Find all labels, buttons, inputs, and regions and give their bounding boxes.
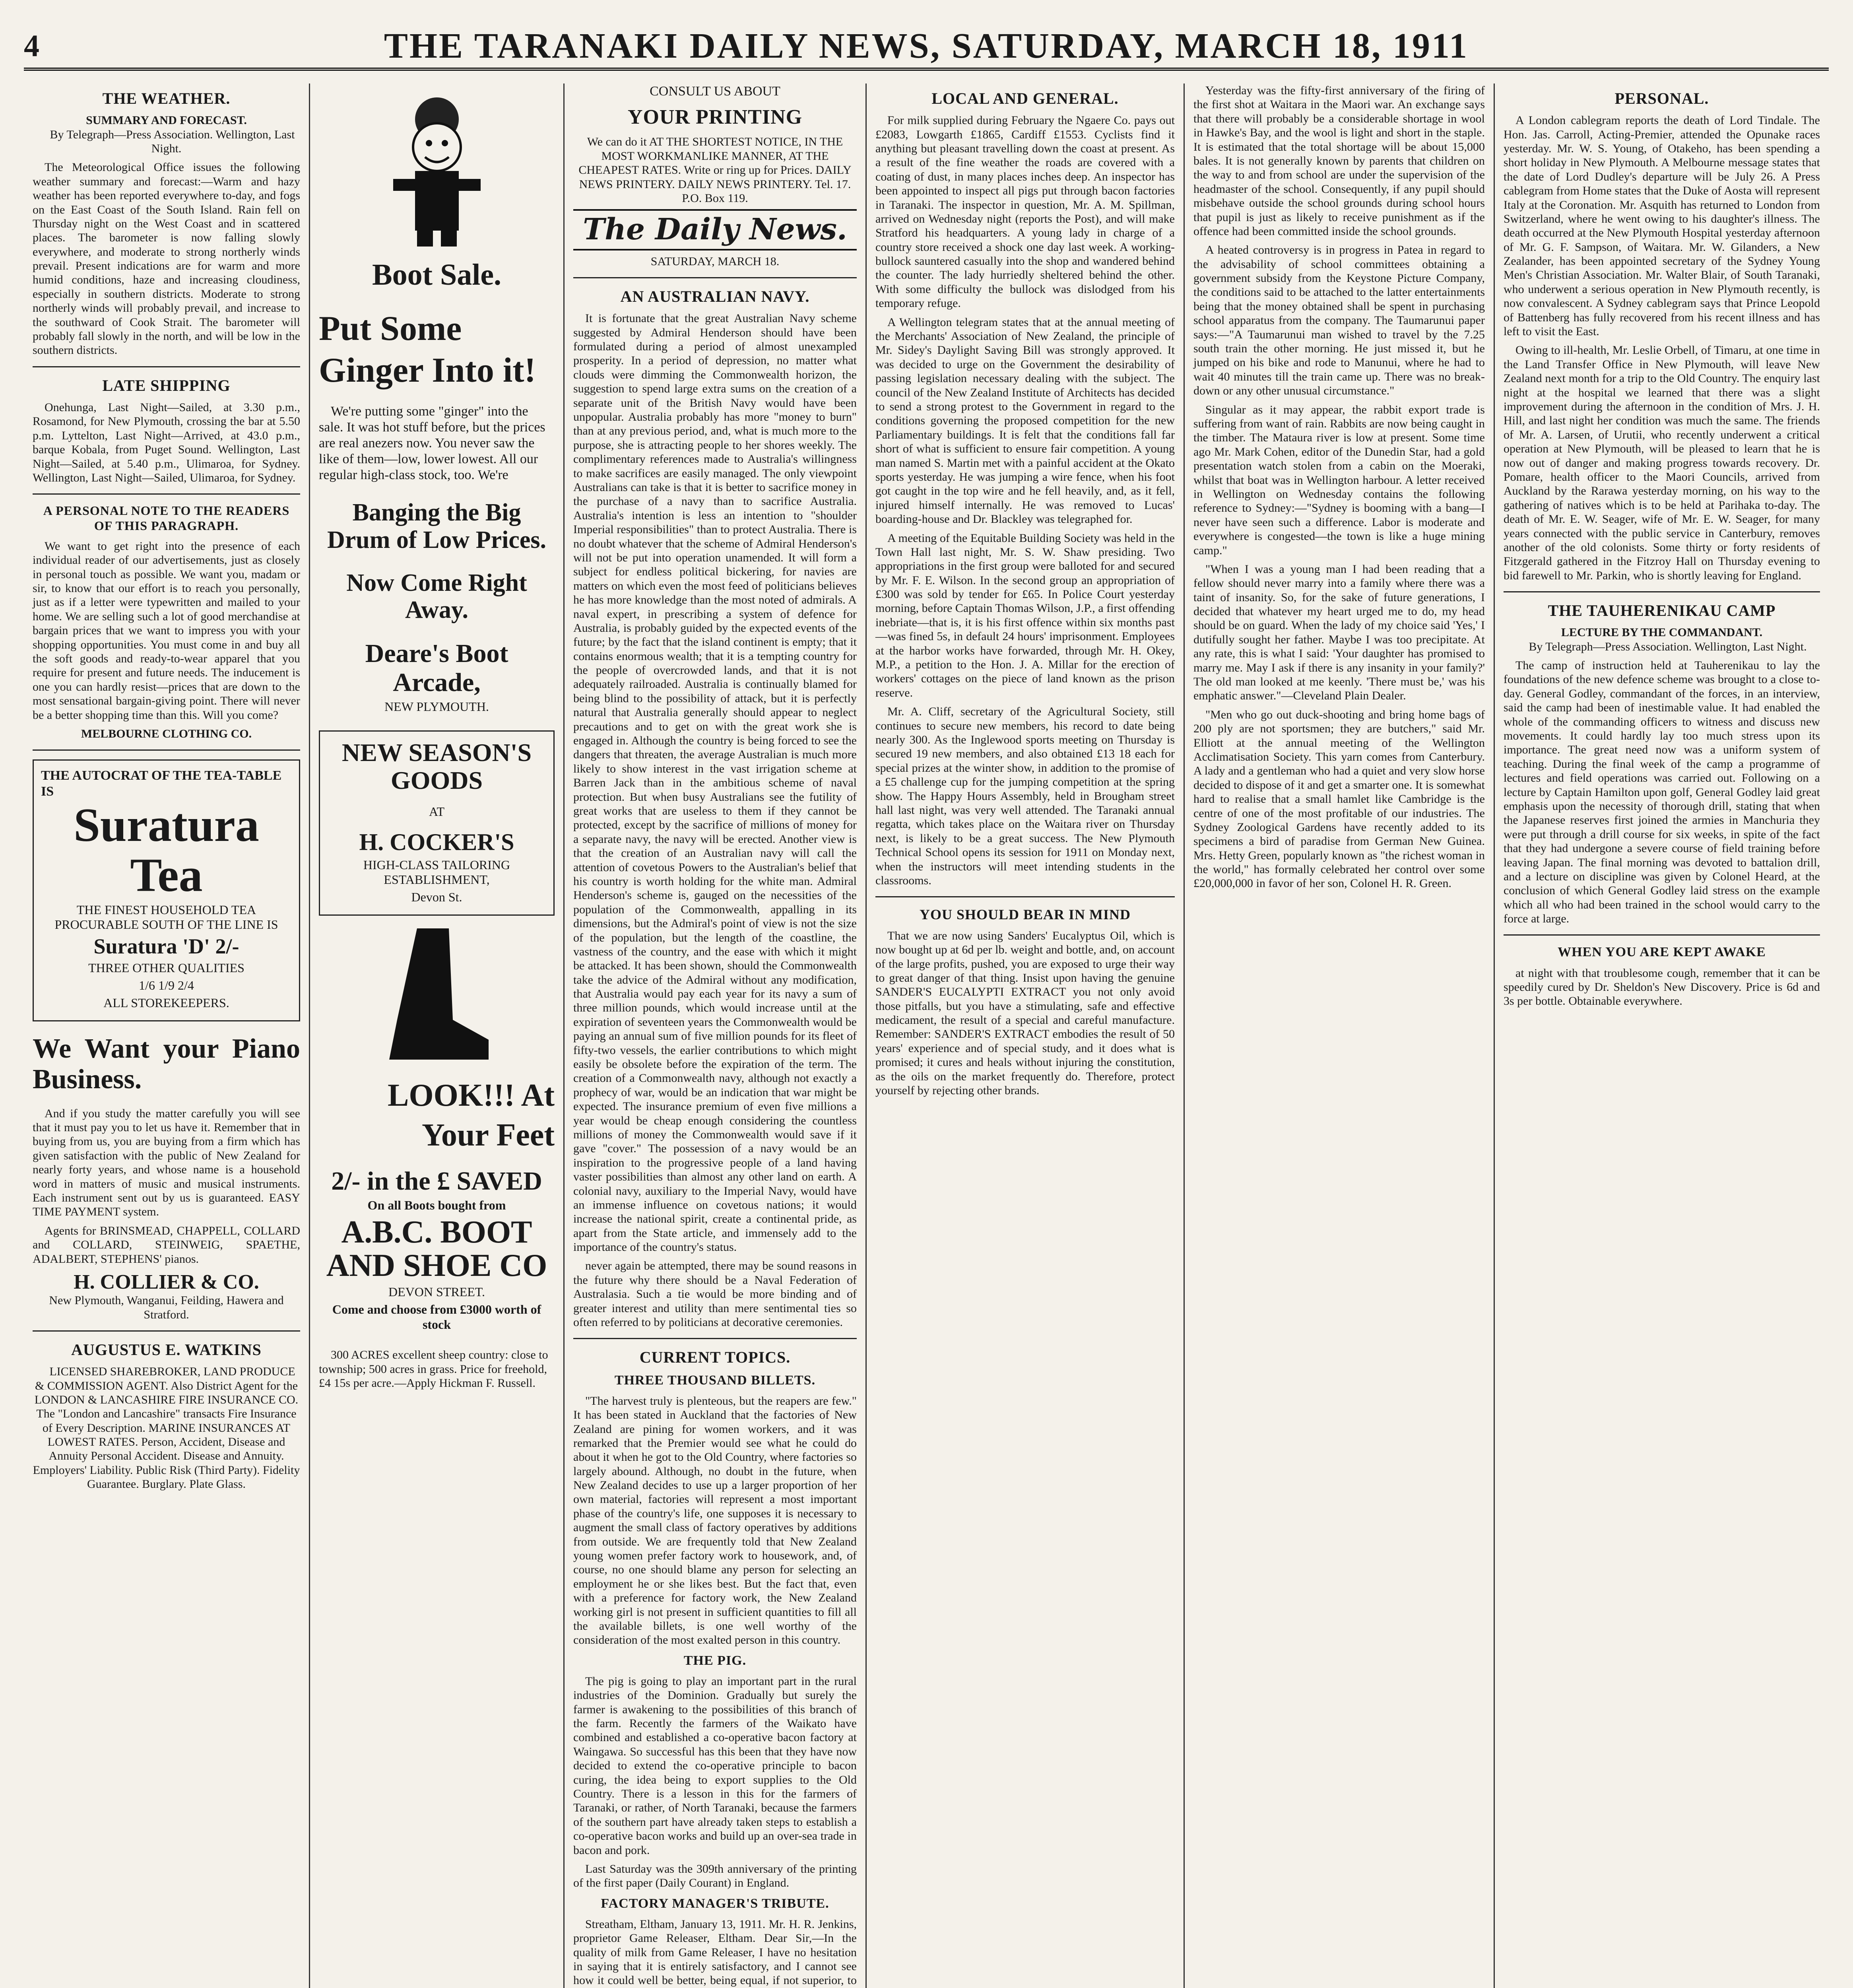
collier-places: New Plymouth, Wanganui, Feilding, Hawera and Stratford. xyxy=(49,1294,284,1321)
come-text: Now Come Right Away. xyxy=(346,569,527,623)
piano-heading: We Want your Piano Business. xyxy=(33,1033,300,1095)
divider xyxy=(33,749,300,751)
anniversary-note: Last Saturday was the 309th anniversary of the printing of the first paper (Daily Courant) in England. xyxy=(573,1862,857,1890)
awake-text: at night with that troublesome cough, remember that it can be speedily cured by Dr. Sheldon's New Discovery. Price is 6d and 3s per bottle. Obtainable everywhere. xyxy=(1504,966,1820,1008)
column-3 xyxy=(565,83,867,1988)
column-4 xyxy=(867,83,1185,1988)
topics-heading: CURRENT TOPICS. xyxy=(639,1348,791,1367)
divider xyxy=(1504,934,1820,936)
billets-heading: THREE THOUSAND BILLETS. xyxy=(614,1373,816,1388)
personal-text-2: Owing to ill-health, Mr. Leslie Orbell, of Timaru, at one time in the Land Transfer Office in New Plymouth, will leave New Zealand next month for a trip to the Old Country. The enquiry last night at the hospital we learned that there was a slight improvement during the afternoon in the condition of Mrs. J. H. Hill, and last night her condition was much the same. The friends of Mr. A. Larsen, of Urutii, who recently underwent a critical operation at New Plymouth, will be pleased to learn that he is now out of danger and making progress towards recovery. Dr. Pomare, health officer to the Maori Councils, arrived from Auckland by the Rarawa yesterday morning, on his way to the gathering of natives which is to be held at Parihaka to-day. The death of Mr. E. W. Seager, wife of Mr. E. W. Seager, for many years connected with the public service in Canterbury, removes another of the old colonists. Some thirty or forty residents of Fitzgerald gathered in the Fitzroy Hall on Thursday evening to bid farewell to Mr. Parkin, who is shortly leaving for England. xyxy=(1504,344,1820,582)
camp-heading: THE TAUHERENIKAU CAMP xyxy=(1548,602,1776,620)
note-signature: MELBOURNE CLOTHING CO. xyxy=(81,727,252,740)
bear-text: That we are now using Sanders' Eucalyptus Oil, which is now bought up at 6d per lb. weight and bottle, and, on account of the large profits, pushed, you are exposed to urge their way to great danger of that thing. Insist upon having the genuine SANDER'S EUCALYPTI EXTRACT you not only avoid those pitfalls, but you have a stimulating, safe and effective medicament, the result of a special and careful manufacture. Remember: SANDER'S EXTRACT embodies the result of 50 years' experience and of special study, and it does what is promised; it cures and heals without injuring the constitution, as the oils on the market frequently do. Therefore, protect yourself by rejecting other brands. xyxy=(875,929,1175,1097)
column-1 xyxy=(24,83,310,1988)
awake-heading: WHEN YOU ARE KEPT AWAKE xyxy=(1558,945,1766,960)
weather-subheading: SUMMARY AND FORECAST. xyxy=(86,114,247,127)
piano-text: And if you study the matter carefully you will see that it must pay you to let us have it. Remember that in buying from us, you are buying from a firm which has given satisfaction with the public of New Zealand for nearly forty years, and whose name is a household word in matters of music and musical instruments. Each instrument sent out by us is guaranteed. EASY TIME PAYMENT system. xyxy=(33,1107,300,1219)
consult-line: CONSULT US ABOUT xyxy=(650,84,780,99)
pig-text: The pig is going to play an important part in the rural industries of the Dominion. Gradually but surely the farmer is awakening to the possibilities of this branch of the farm. Recently the farmers of the Waikato have combined and established a co-operative bacon factory at Waingawa. So successful has this been that they have now decided to extend the co-operative principle to bacon curing, the idea being to export supplies to the Old Country. There is a lesson in this for the farmers of Taranaki, or rather, of North Taranaki, because the farmers of the southern part have already taken steps to establish a co-operative bacon works and build up an over-sea trade in bacon and pork. xyxy=(573,1674,857,1857)
daily-news-logo: The Daily News. xyxy=(573,209,857,250)
watkins-heading: AUGUSTUS E. WATKINS xyxy=(71,1340,262,1359)
camp-byline: By Telegraph—Press Association. Wellington, Last Night. xyxy=(1529,640,1807,653)
local-text-1: For milk supplied during February the Ngaere Co. pays out £2083, Lowgarth £1865, Cardiff £1553. Cyclists find it anything but pleasant travelling down the coast at present. As a result of the fine weather the roads are covered with a coating of dust, in many places inches deep. An inspector has been appointed to inspect all pigs put through bacon factories in Taranaki. The inspector in question, Mr. A. M. Spillman, arrived on Wednesday night (reports the Post), and will make Stratford his headquarters. A young lady in charge of a country store received a shock one day last week. A working-bullock sauntered casually into the shop and wandered behind the counter. The lady hurriedly sheltered behind the other. With some difficulty the bullock was dislodged from his temporary refuge. xyxy=(875,114,1175,310)
divider xyxy=(33,1330,300,1332)
camp-subheading: LECTURE BY THE COMMANDANT. xyxy=(1561,626,1763,639)
weather-byline: By Telegraph—Press Association. Wellington, Last Night. xyxy=(50,128,295,155)
piano-agents: Agents for BRINSMEAD, CHAPPELL, COLLARD and COLLARD, STEINWEIG, SPAETHE, ADALBERT, STEPHENS' pianos. xyxy=(33,1224,300,1266)
cocker-sub: HIGH-CLASS TAILORING ESTABLISHMENT, xyxy=(363,857,510,887)
tea-stores: ALL STOREKEEPERS. xyxy=(103,995,229,1010)
cocker-advert xyxy=(319,730,555,916)
factory-text: Streatham, Eltham, January 13, 1911. Mr. H. R. Jenkins, proprietor Game Releaser, Eltham. Dear Sir,—In the quality of milk from Game Releaser, I have no hesitation in saying that it is entirely satisfactory, and I cannot see how it could well be better, being equal, if not superior, to xyxy=(573,1917,857,1987)
local-heading: LOCAL AND GENERAL. xyxy=(931,89,1119,107)
acres-advert: 300 ACRES excellent sheep country: close to township; 500 acres in grass. Price for freehold, £4 15s per acre.—Apply Hickman F. Russell. xyxy=(319,1348,548,1390)
printing-text: We can do it AT THE SHORTEST NOTICE, IN THE MOST WORKMANLIKE MANNER, AT THE CHEAPEST RATES. Write or ring up for Prices. DAILY NEWS PRINTERY. DAILY NEWS PRINTERY. Tel. 17. P.O. Box 119. xyxy=(578,135,852,205)
masthead xyxy=(24,24,1829,71)
bear-heading: YOU SHOULD BEAR IN MIND xyxy=(919,907,1131,923)
page-number: 4 xyxy=(24,28,39,63)
deare-location: NEW PLYMOUTH. xyxy=(384,699,489,714)
factory-heading: FACTORY MANAGER'S TRIBUTE. xyxy=(601,1896,829,1911)
billets-text: "The harvest truly is plenteous, but the reapers are few." It has been stated in Auckland that the factories of New Zealand are pining for women workers, and it was remarked that the Premier would see what he could do about it when he got to the Old Country, where factories so largely abound. Although, no doubt in the future, when New Zealand decides to use up a larger proportion of her own material, factories will represent a most important phase of the country's life, one supposes it is necessary to augment the small class of factory operatives by additions from outside. We are frequently told that New Zealand young women prefer factory work to housework, and, of course, no one should blame any person for selecting an employment he or she likes best. But the fact that, even with a preference for factory work, the New Zealand working girl is not present in sufficient quantities to fill all the available billets, is one well worthy of the consideration of the most exalted person in this country. xyxy=(573,1394,857,1647)
weather-heading: THE WEATHER. xyxy=(102,89,231,107)
printing-heading: YOUR PRINTING xyxy=(627,106,803,129)
column-2 xyxy=(310,83,565,1988)
columns xyxy=(24,83,1829,1988)
shipping-text: Onehunga, Last Night—Sailed, at 3.30 p.m., Rosamond, for New Plymouth, crossing the bar at 5.50 p.m. Lyttelton, Last Night—Arrived, at 43.0 p.m., barque Kobala, from Puget Sound. Wellington, Last Night—Sailed, at 5.40 p.m., Ulimaroa, for Sydney. Wellington, Last Night—Sailed, Ulimaroa, for Sydney. xyxy=(33,401,300,484)
season-heading: NEW SEASON'S GOODS xyxy=(341,738,532,795)
abc-location: DEVON STREET. xyxy=(388,1285,485,1299)
saved-text: 2/- in the £ SAVED xyxy=(331,1166,542,1196)
collier-name: H. COLLIER & CO. xyxy=(74,1270,259,1293)
cocker-name: H. COCKER'S xyxy=(359,829,514,855)
tea-advert xyxy=(33,759,300,1021)
navy-text: It is fortunate that the great Australian Navy scheme suggested by Admiral Henderson should have been formulated during a period of almost unexampled prosperity. In a period of depression, no matter what clouds were dimming the Commonwealth horizon, the suggestion to spend large extra sums on the creation of a separate unit of the British Navy would have been unpopular. Australia probably has more "money to burn" than at any previous period, and, what is much more to the purpose, she is attracting people to her shores weekly. The complimentary references made to Australia's willingness to make sacrifices are easily managed. The only viewpoint Australians can take is that it is better to sacrifice money in the purchase of a navy than to sacrifice Australia. Australia's intention is less an intention to "shoulder Imperial responsibilities" than to protect Australia. There is no doubt whatever that the scheme of Admiral Henderson's will not be put into operation unamended. It will form a subject for endless political bickering, for navies are matters on which even the most feed of politicians believes he has more knowledge than the most noted of admirals. A naval expert, in prescribing a system of defence for Australia, is probably guided by the expected events of the future; by the fact that the island continent is empty; that it contains enormous wealth; that it is a tempting country for the people of overcrowded lands, and that it is not adequately railroaded. Australia is continually blamed for being blind to the possibility of attack, but it is perfectly natural that Australia generally should appear to neglect precautions and to get on with the great work she is engaged in. Although the country is being forced to see the dangers that threaten, the average Australian is much more likely to show interest in the vast irrigation scheme at Barren Jack than in the ambitious scheme of naval protection. But when busy Australians see the futility of great works that are useless to them if they cannot be protected, except by the sacrifice of millions of money for a separate navy, the navy will be erected. Another view is that the creation of an Australian navy will call the attention of covetous Powers to the Australian's belief that his country is worth holding for the white man. Admiral Henderson's scheme is, gauged on the necessities of the population of the Commonwealth, appalling in its dimensions, but the Admiral's point of view is not the size of the population, but the length of the coastline, the vastness of the country, and the ease with which it might be attacked. It has been shown, should the Commonwealth take the advice of the Admiral without any modification, that Australia would pay each year for its navy a sum of three million pounds, which would increase until at the expiration of seventeen years the Commonwealth would be paying an annual sum of five million pounds for its fleet of fifty-two vessels, the earlier contributions to which might easily be obsolete before the expiration of the term. The creation of a Commonwealth navy, although not exactly a prophecy of war, would be an indication that war might be expected. The insurance premium of even five millions a year would be cheap enough considering the countless millions of money the Commonwealth would save if it gave "cover." The possession of a navy would be an inspiration to the progressive people of a land having vaster possibilities than almost any other land on earth. A colonial navy, auxiliary to the Imperial Navy, would have an immense influence on covetous nations; it would increase the national spirit, create a continental pride, as apart from the State article, and immensely add to the importance of the country's status. xyxy=(573,312,857,1254)
tea-qualities: THREE OTHER QUALITIES xyxy=(88,961,244,975)
pig-heading: THE PIG. xyxy=(683,1653,747,1668)
cocker-location: Devon St. xyxy=(411,890,462,905)
navy-tail: never again be attempted, there may be sound reasons in the future why there should be a Naval Federation of Australasia. Such a tie would be more binding and of greater interest and utility than mere sentimental ties so often referred to by politicians at decorative ceremonies. xyxy=(573,1259,857,1329)
divider xyxy=(875,896,1175,897)
masthead-title: THE TARANAKI DAILY NEWS, SATURDAY, MARCH 18, 1911 xyxy=(384,26,1469,66)
local-text-3: A meeting of the Equitable Building Society was held in the Town Hall last night, Mr. S. W. Shaw presiding. Two appropriations in the first group were balloted for and secured by Mr. F. E. Wilson. In the second group an appropriation of £300 was sold by tender for £65. In Police Court yesterday morning, before Captain Thomas Wilson, J.P., a first offending inebriate—that is, it is his first offence within six months past—was fined 5s, in default 24 hours' imprisonment. Employees at the harbor works have forwarded, through Mr. H. Okey, M.P., a petition to the Hon. J. A. Millar for the erection of workers' cottages on the piece of land known as the prison reserve. xyxy=(875,531,1175,699)
suratura-heading: Suratura Tea xyxy=(74,798,259,901)
divider xyxy=(33,366,300,367)
tea-price: Suratura 'D' 2/- xyxy=(93,934,239,959)
personal-heading: PERSONAL. xyxy=(1614,89,1709,107)
note-heading: A PERSONAL NOTE TO THE READERS OF THIS PARAGRAPH. xyxy=(43,503,290,533)
autocrat-line: THE AUTOCRAT OF THE TEA-TABLE IS xyxy=(41,768,282,799)
divider xyxy=(573,277,857,278)
general-text-2: A heated controversy is in progress in Patea in regard to the advisability of school committees obtaining a government subsidy from the Keystone Picture Company, the conditions said to be attached to the latter entertainments being that the money obtained shall be spent in purchasing school apparatus from the company. The Taumarunui paper says:—"A Taumarunui man wished to travel by the 7.25 south train the other morning. He just missed it, but he jumped on his bike and rode to Manunui, where he had to wait 40 minutes till the train came up. There was no break-down or any other unusual circumstance." xyxy=(1193,243,1485,398)
general-text-5: "Men who go out duck-shooting and bring home bags of 200 ply are not sportsmen; they are butchers," said Mr. Elliott at the annual meeting of the Wellington Acclimatisation Society. This yarn comes from Canterbury. A lady and a gentleman who had a quiet and very slow horse decided to dispose of it and get a smarter one. It is somewhat hard to realise that a small hamlet like Cambridge is the centre of one of the most profitable of our industries. The Sydney Zoological Gardens have recently added to its specimens a bird of paradise from German New Guinea. Mrs. Hetty Green, popularly known as "the richest woman in the world," has formally celebrated her control over some £20,000,000 in favor of her son, Colonel H. R. Green. xyxy=(1193,708,1485,890)
divider xyxy=(1504,591,1820,592)
ginger-heading: Put Some Ginger Into it! xyxy=(319,309,536,390)
watkins-text: LICENSED SHAREBROKER, LAND PRODUCE & COMMISSION AGENT. Also District Agent for the LONDON & LANCASHIRE FIRE INSURANCE CO. The "London and Lancashire" transacts Fire Insurance of Every Description. MARINE INSURANCES AT LOWEST RATES. Person, Accident, Disease and Annuity Personal Accident. Disease and Annuity. Employers' Liability. Public Risk (Third Party). Fidelity Guarantee. Burglary. Plate Glass. xyxy=(33,1365,300,1491)
look-heading: LOOK!!! At Your Feet xyxy=(388,1077,555,1153)
boot-illustration xyxy=(373,920,501,1072)
weather-text: The Meteorological Office issues the following weather summary and forecast:—Warm and hazy weather has been reported everywhere to-day, and fogs on the East Coast of the South Island. Rain fell on Thursday night on the West Coast and in scattered places. The barometer is now falling slowly everywhere, and moderate to strong northerly winds prevail. Present indications are for warm and more humid conditions, haze and increasing cloudiness, especially in southern districts. Moderate to strong northerly winds will probably prevail, and increase to the southward of Cook Strait. The barometer will probably fall slowly in the north, and will be low in the southern districts. xyxy=(33,161,300,357)
at-text: AT xyxy=(429,804,445,819)
deare-name: Deare's Boot Arcade, xyxy=(365,639,508,697)
column-6 xyxy=(1495,83,1829,1988)
general-text-4: "When I was a young man I had been reading that a fellow should never marry into a family where there was a taint of insanity. So, for the sake of future generations, I decided that whatever my heart urged me to do, my head should be on guard. When the lady of my choice said 'Yes,' I dutifully sought her father. Maybe I was too precipitate. At any rate, this is what I said: 'Your daughter has promised to marry me. May I ask if there is any insanity in your family?' The old man looked at me keenly. 'There must be,' was his emphatic answer."—Cleveland Plain Dealer. xyxy=(1193,562,1485,703)
boots-text: On all Boots bought from xyxy=(367,1198,506,1213)
local-text-4: Mr. A. Cliff, secretary of the Agricultural Society, still continues to secure new members, his record to date being nearly 300. As the Inglewood sports meeting on Thursday is secured 19 new members, and also obtained £13 18 each for special prizes at the winter show, in addition to the promise of a £5 challenge cup for the jumping competition at the spring show. The Happy Hours Assembly, held in Brougham street hall last night, was very well attended. The Taranaki annual regatta, which takes place on the Waitara river on Thursday next, is likely to be a great success. The New Plymouth Technical School opens its session for 1911 on Monday next, when the instructors will meet intending students in the classrooms. xyxy=(875,705,1175,887)
local-text-2: A Wellington telegram states that at the annual meeting of the Merchants' Association of New Zealand, the principle of Mr. Sidey's Daylight Saving Bill was strongly approved. It was decided to urge on the Government the desirability of passing legislation necessary dealing with the subject. The council of the New Zealand Institute of Architects has decided to send a strong protest to the Government in regard to the conditions governing the proposed competition for the new Parliamentary buildings. It is felt that the conditions fall far short of what is sufficient to ensure fair competition. A young man named S. Martin met with a painful accident at the Okato sports yesterday. He was jumping a wire fence, when his foot got caught in the top wire and he fell heavily, and, as it fell, injured himself internally. He was removed to Lucas' boarding-house and Dr. Blackley was telegraphed for. xyxy=(875,315,1175,526)
tea-prices: 1/6 1/9 2/4 xyxy=(139,978,194,993)
divider xyxy=(573,1338,857,1339)
issue-date: SATURDAY, MARCH 18. xyxy=(650,254,780,268)
tea-line: THE FINEST HOUSEHOLD TEA PROCURABLE SOUTH OF THE LINE IS xyxy=(54,902,278,932)
divider xyxy=(33,493,300,495)
note-text: We want to get right into the presence of each individual reader of our advertisements, just as closely in personal touch as possible. We want you, madam or sir, to know that our effort is to reach you personally, just as if a letter were typewritten and mailed to your home. We are selling such a lot of good merchandise at bargain prices that we want to impress you with your shopping opportunities. You must come in and buy all the soft goods and ready-to-wear apparel that you require for present and future needs. The inducement is one you can hardly resist—prices that are down to the most sensational bargain-giving point. There will never be a better shopping time than this. Will you come? xyxy=(33,539,300,722)
shipping-heading: LATE SHIPPING xyxy=(102,376,231,394)
personal-text-1: A London cablegram reports the death of Lord Tindale. The Hon. Jas. Carroll, Acting-Premier, attended the Opunake races yesterday. Mr. W. S. Young, of Otakeho, has been spending a short holiday in New Plymouth. A Melbourne message states that the date of Lord Dudley's departure will be July 26. A Press cablegram from Home states that the Duke of Aosta will represent Italy at the Coronation. Mr. Asquith has returned to London from Switzerland, where he went owing to his daughter's illness. The death occurred at the New Plymouth Hospital yesterday afternoon of Mr. G. F. Sampson, of Waitara. Mr. W. Gilanders, a New Zealander, has been appointed secretary of the Sydney Young Men's Christian Association. Mr. Walter Blair, of South Taranaki, who underwent a serious operation in New Plymouth recently, is now convalescent. A Sydney cablegram says that Prince Leopold of Battenberg has fully recovered from his recent illness and has left to visit the East. xyxy=(1504,114,1820,338)
abc-name: A.B.C. BOOT AND SHOE CO xyxy=(326,1215,547,1283)
choose-text: Come and choose from £3000 worth of stock xyxy=(332,1302,541,1332)
general-text-3: Singular as it may appear, the rabbit export trade is suffering from want of rain. Rabbits are now being caught in the timber. The Mataura river is low at present. Some time ago Mr. Mark Cohen, editor of the Dunedin Star, had a gold presentation watch stolen from a cabin on the Moeraki, whilst that boat was in Wellington harbour. A letter received in Wellington on Wednesday contains the following reference to Sydney:—"Sydney is booming with a bang—I never have seen such a difference. Labor is moderate and everywhere is congested—the town is like a huge mining camp." xyxy=(1193,403,1485,557)
column-5 xyxy=(1185,83,1495,1988)
camp-text: The camp of instruction held at Tauherenikau to lay the foundations of the new defence scheme was brought to a close to-day. General Godley, commandant of the forces, in an interview, said the camp had been of inestimable value. It had enabled the whole of the commanding officers to witness and discuss new movements. It could hardly lay too much stress upon its importance. The great need now was a uniform system of teaching. During the final week of the camp a programme of lectures and field operations was carried out. Following on a lecture by Captain Hamilton upon golf, General Godley laid great emphasis upon the necessity of thorough drill, stating that when the Japanese reserves first joined the armies in Manchuria they were put through a drill course for six weeks, in spite of the fact that they had undergone a severe course of field training before leaving Japan. The final morning was devoted to battalion drill, and a lecture on discipline was given by Colonel Heard, at the conclusion of which General Godley laid stress on the example which all who had been trained in the school would carry to the force at large. xyxy=(1504,659,1820,926)
boot-sale-heading: Boot Sale. xyxy=(372,258,502,291)
clown-illustration xyxy=(377,91,497,250)
ginger-text: We're putting some "ginger" into the sale. It was hot stuff before, but the prices are real anezers now. You never saw the like of them—low, lower lowest. All our regular high-class stock, too. We're xyxy=(319,404,545,483)
navy-heading: AN AUSTRALIAN NAVY. xyxy=(620,287,810,306)
general-text-1: Yesterday was the fifty-first anniversary of the firing of the first shot at Waitara in the Maori war. An exchange says that there will probably be a considerable shortage in wool in Hawke's Bay, and the wool is light and short in the staple. It is estimated that the total shortage will be about 15,000 bales. It is not generally known by parents that children on the way to and from school are under the supervision of the headmaster of the school. Consequently, if any pupil should misbehave outside the school grounds during school hours that pupil is just as likely to receive punishment as if the offence had been committed inside the school grounds. xyxy=(1193,84,1485,238)
banging-text: Banging the Big Drum of Low Prices. xyxy=(327,499,546,553)
